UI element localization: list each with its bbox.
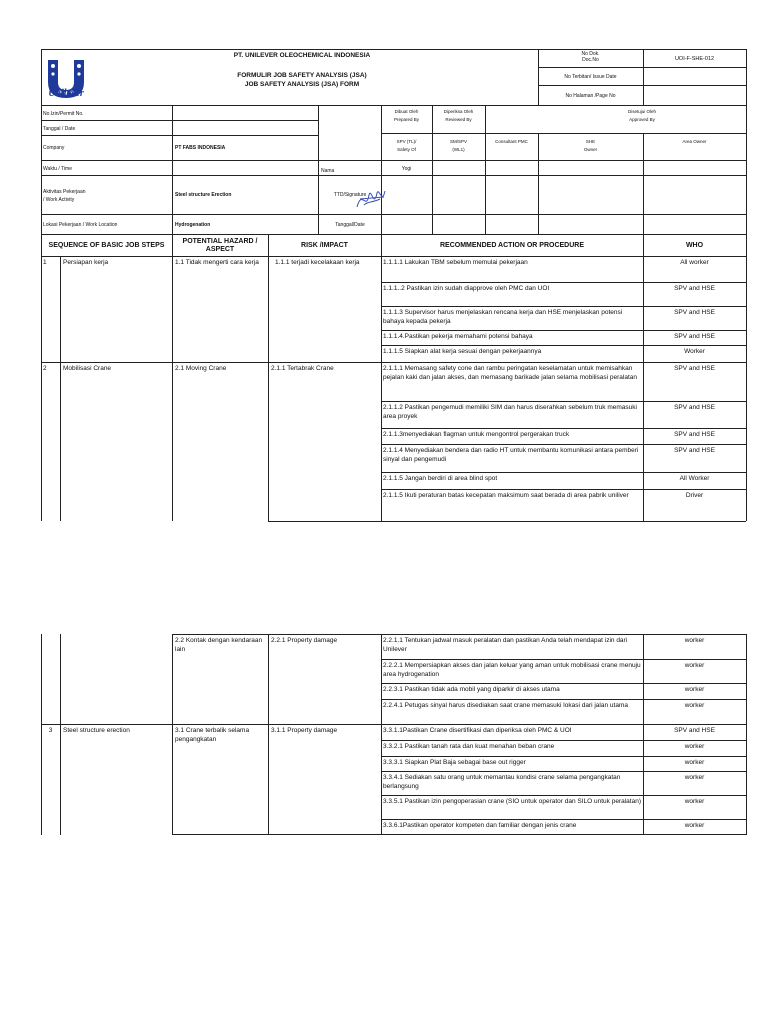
- who-cell: worker: [684, 774, 705, 781]
- role-sm-line1: SM/SPV: [449, 139, 467, 144]
- who-cell: worker: [684, 798, 705, 805]
- who-cell: Worker: [684, 348, 705, 355]
- action-row: 2.2.3.1 Pastikan tidak ada mobil yang diparkir di akses utama: [383, 686, 560, 693]
- date-label: Tanggal / Date: [43, 126, 76, 132]
- step2-hazard: 2.1 Moving Crane: [175, 365, 227, 372]
- prepared-by-header: [381, 107, 432, 125]
- doc-no-label-en: Doc.No: [582, 57, 599, 63]
- role-she-line2: Owner: [583, 147, 598, 152]
- approved-by-header: [538, 107, 746, 125]
- col-hazard-line1: POTENTIAL HAZARD /: [182, 237, 258, 245]
- location-label: Lokasi Pekerjaan / Work Location: [43, 222, 118, 228]
- name-label: Nama: [321, 168, 335, 174]
- who-cell: worker: [684, 759, 705, 766]
- step3-no: 3: [48, 727, 53, 734]
- action-row: 1.1.1.5 Siapkan alat kerja sesuai dengan pekerjaannya: [383, 348, 542, 355]
- action-row: 2.2.4.1 Petugas sinyal harus disediakan saat crane memasuki lokasi dari jalan utama: [383, 702, 628, 709]
- action-row: 1.1.1.3 Supervisor harus menjelaskan rencana kerja dan HSE menjelaskan potensi bahaya kepada pekerja: [383, 309, 623, 325]
- who-cell: worker: [684, 662, 705, 669]
- action-row: 3.3.6.1Pastikan operator kompeten dan familiar dengan jenis crane: [383, 822, 577, 829]
- who-cell: worker: [684, 637, 705, 644]
- action-row: 1.1.1.4.Pastikan pekerja memahami potensi bahaya: [383, 333, 533, 340]
- company-label: Company: [43, 145, 65, 151]
- who-cell: SPV and HSE: [674, 727, 715, 734]
- prepared-by-en: Prepared By: [393, 117, 419, 122]
- who-cell: SPV and HSE: [674, 333, 715, 340]
- page-no-value: [643, 91, 746, 93]
- date-value: [173, 124, 317, 126]
- company-value: PT FABS INDONESIA: [175, 145, 226, 151]
- who-cell: SPV and HSE: [674, 285, 715, 292]
- step3-hazard: 3.1 Crane terbalik selama pengangkatan: [175, 727, 250, 743]
- form-title-en: JOB SAFETY ANALYSIS (JSA) FORM: [244, 81, 360, 88]
- approved-by-en: Approved By: [629, 117, 655, 122]
- prepared-name: Yogi: [401, 166, 412, 172]
- role-sm: [432, 137, 485, 155]
- activity-label-id: Aktivitas Pekerjaan: [43, 189, 86, 195]
- action-row: 2.2.2.1 Mempersiapkan akses dan jalan keluar yang aman untuk mobilisasi crane menuju area hydrogenation: [383, 662, 641, 678]
- step1-name: Persiapan kerja: [63, 259, 109, 266]
- action-row: 2.1.1.5 Jangan berdiri di area blind spot: [383, 475, 498, 482]
- who-cell: SPV and HSE: [674, 431, 715, 438]
- col-hazard-line2: ASPECT: [205, 245, 235, 253]
- who-cell: All worker: [680, 259, 709, 266]
- hazard-22: 2.2 Kontak dengan kendaraan lain: [175, 637, 263, 653]
- action-row: 1.1.1.1 Lakukan TBM sebelum memulai pekerjaan: [383, 259, 528, 266]
- issue-date-label: No Terbitan/ Issue Date: [564, 74, 617, 80]
- who-cell: worker: [684, 743, 705, 750]
- role-she: [538, 137, 643, 155]
- action-row: 3.3.1.1Pastikan Crane disertifikasi dan diperiksa oleh PMC & UOI: [383, 727, 572, 734]
- col-seq-header: SEQUENCE OF BASIC JOB STEPS: [48, 241, 165, 249]
- who-cell: worker: [684, 702, 705, 709]
- activity-label: [41, 187, 171, 205]
- permit-value: [173, 109, 317, 111]
- col-hazard-header: [172, 235, 268, 256]
- who-cell: Driver: [685, 492, 704, 499]
- step2-no: 2: [43, 365, 47, 372]
- approved-by-id: Disetujui Oleh: [627, 109, 656, 114]
- date2-label: Tanggal/Date: [335, 222, 365, 228]
- role-spv-line2: Safety Of: [397, 147, 416, 152]
- signature-label: TTD/Signature: [333, 192, 367, 198]
- step2-risk: 2.1.1 Tertabrak Crane: [271, 365, 334, 372]
- reviewed-by-en: Reviewed By: [445, 117, 472, 122]
- reviewed-by-id: Diperiksa Oleh: [443, 109, 474, 114]
- step3-name: Steel structure erection: [63, 727, 130, 734]
- action-row: 2.2.1.1 Tentukan jadwal masuk peralatan dan pastikan Anda telah mendapat izin dari Unilever: [383, 637, 628, 653]
- doc-no-label: [538, 50, 643, 64]
- action-row: 3.3.4.1 Sediakan satu orang untuk memantau kondisi crane selama pengangkatan berlangsung: [383, 774, 621, 790]
- step3-risk: 3.1.1 Property damage: [271, 727, 338, 734]
- issue-date-value: [643, 72, 746, 74]
- permit-label: No.Izin/Permit No.: [43, 111, 84, 117]
- action-row: 2.1.1.3menyediakan flagman untuk mengontrol pergerakan truck: [383, 431, 570, 438]
- action-row: 3.3.2.1 Pastikan tanah rata dan kuat menahan beban crane: [383, 743, 555, 750]
- action-row: 2.1.1.5 Ikuti peraturan batas kecepatan maksimum saat berada di area pabrik uniliver: [383, 492, 629, 499]
- signature-scribble: [354, 185, 390, 213]
- who-cell: All Worker: [679, 475, 710, 482]
- action-row: 3.3.3.1 Siapkan Plat Baja sebagai base out rigger: [383, 759, 526, 766]
- location-value: Hydrogenation: [175, 222, 211, 228]
- step1-risk: 1.1.1 terjadi kecelakaan kerja: [275, 259, 360, 266]
- role-she-line1: SHE: [585, 139, 596, 144]
- who-cell: worker: [684, 686, 705, 693]
- activity-label-en: / Work Activity: [43, 197, 75, 203]
- risk-22: 2.2.1 Property damage: [271, 637, 338, 644]
- action-row: 2.1.1.2 Pastikan pengemudi memiliki SIM dan harus diserahkan sebelum truk memasuki area proyek: [383, 404, 637, 420]
- role-area-owner: Area Owner: [682, 139, 707, 144]
- form-title-id: FORMULIR JOB SAFETY ANALYSIS (JSA): [237, 72, 367, 79]
- action-row: 2.1.1.1 Memasang safety cone dan rambu peringatan keselamatan untuk memisahkan pejalan kaki dan jalan akses, dan memasang barikade jalan selama mobilisasi peralatan: [383, 365, 638, 381]
- role-sm-line2: (WL1): [452, 147, 465, 152]
- step1-hazard: 1.1 Tidak mengerti cara kerja: [175, 259, 259, 266]
- step2-name: Mobilisasi Crane: [63, 365, 112, 372]
- who-cell: SPV and HSE: [674, 365, 715, 372]
- action-row: 2.1.1.4 Menyediakan bendera dan radio HT untuk membantu komunikasi antara pemberi sinyal dan pengemudi: [383, 447, 639, 463]
- col-who-header: WHO: [685, 241, 704, 249]
- unilever-logo-text: Unilever: [48, 88, 84, 99]
- who-cell: SPV and HSE: [674, 447, 715, 454]
- who-cell: SPV and HSE: [674, 404, 715, 411]
- activity-value: Steel structure Erection: [175, 192, 232, 198]
- time-value: [173, 164, 317, 166]
- reviewed-by-header: [432, 107, 485, 125]
- col-action-header: RECOMMENDED ACTION OR PROCEDURE: [439, 241, 585, 249]
- col-risk-header: RISK /IMPACT: [301, 241, 348, 249]
- company-title: PT. UNILEVER OLEOCHEMICAL INDONESIA: [233, 52, 371, 59]
- action-row: 3.3.5.1 Pastikan izin pengoperasian crane (SIO untuk operator dan SILO untuk peralatan): [383, 798, 641, 805]
- role-spv: [381, 137, 432, 155]
- action-row: 1.1.1..2 Pastikan izin sudah diapprove oleh PMC dan UOI: [383, 285, 550, 292]
- time-label: Waktu / Time: [43, 166, 72, 172]
- page-no-label: No Halaman /Page No: [565, 93, 616, 99]
- role-consultant: Consultant PMC: [495, 139, 528, 144]
- doc-no-label-id: No Dok.: [581, 51, 600, 57]
- who-cell: SPV and HSE: [674, 309, 715, 316]
- doc-no-value: UOI-F-SHE-012: [674, 56, 715, 62]
- prepared-by-id: Dibuat Oleh: [394, 109, 419, 114]
- who-cell: worker: [684, 822, 705, 829]
- step1-no: 1: [43, 259, 47, 266]
- role-spv-line1: SPV (TL)/: [396, 139, 417, 144]
